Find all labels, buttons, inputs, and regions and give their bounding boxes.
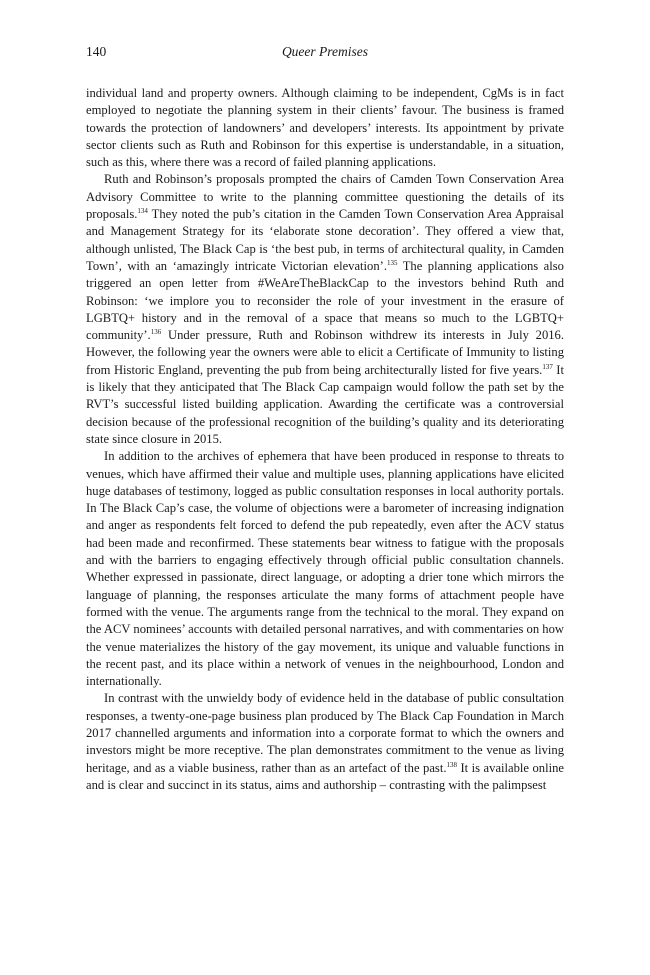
paragraph bbox=[86, 85, 564, 171]
paragraph bbox=[86, 171, 564, 448]
paragraph-text: The planning applications also triggered an open letter from #WeAreTheBlackCap to the investors behind Ruth and Robinson: ‘we implore you to reconsider the role of your investment in the erasure of LGBTQ+ history and in the removal of a space that means so much to the LGBTQ+ community’. bbox=[86, 258, 564, 343]
footnote-marker: 136 bbox=[150, 328, 162, 337]
paragraph-text: They noted the pub’s citation in the Camden Town Conservation Area Appraisal and Management Strategy for its ‘elaborate stone decoration’. They offered a view that, although unlisted, The Black Cap is ‘the best pub, in terms of architectural quality, in Camden Town’, with an ‘amazingly intricate Victorian elevation’. bbox=[86, 207, 564, 273]
running-title: Queer Premises bbox=[281, 44, 369, 59]
footnote-marker: 137 bbox=[542, 362, 553, 371]
page-number: 140 bbox=[86, 44, 107, 59]
paragraph-text: In addition to the archives of ephemera that have been produced in response to threats to venues, which have affirmed their value and multiple uses, planning applications have elicited huge databases of testimony, logged as public consultation responses in local authority portals. In The Black Cap’s case, the volume of objections were a barometer of increasing indignation and anger as respondents felt forced to defend the pub repeatedly, even after the ACV status had been made and reconfirmed. These statements bear witness to fatigue with the proposals and with the barriers to engaging effectively through official public consultation channels. Whether expressed in passionate, direct language, or adopting a drier tone which mirrors the language of planning, the responses articulate the many forms of attachment people have formed with the venue. The arguments range from the technical to the moral. They expand on the ACV nominees’ accounts with detailed personal narratives, and with commentaries on how the venue materializes the history of the gay movement, its unique and valuable functions in the recent past, and its place within a network of venues in the neighbourhood, London and internationally. bbox=[86, 449, 564, 689]
body-text bbox=[86, 85, 564, 794]
paragraph-text: Under pressure, Ruth and Robinson withdrew its interests in July 2016. However, the following year the owners were able to elicit a Certificate of Immunity to listing from Historic England, preventing the pub from being architecturally listed for five years. bbox=[86, 328, 564, 377]
paragraph-text: Ruth and Robinson’s proposals prompted the chairs of Camden Town Conservation Area Advisory Committee to write to the planning committee questioning the details of its proposals. bbox=[86, 172, 564, 222]
footnote-marker: 135 bbox=[386, 258, 398, 267]
paragraph-text: In contrast with the unwieldy body of evidence held in the database of public consultation responses, a twenty-one-page business plan produced by The Black Cap Foundation in March 2017 channelled arguments and information into a corporate format to which the owners and investors might be more receptive. The plan demonstrates commitment to the venue as living heritage, and as a viable business, rather than as an artefact of the past. bbox=[86, 691, 564, 775]
footnote-marker: 138 bbox=[446, 760, 457, 769]
paragraph-text: It is available online and is clear and succinct in its status, aims and authorship – contrasting with the palimpsest bbox=[86, 760, 564, 792]
paragraph-text: It is likely that they anticipated that The Black Cap campaign would follow the path set by the RVT’s successful listed building application. Awarding the certificate was a controversial decision because of the professional recognition of the building’s quality and its deteriorating state since closure in 2015. bbox=[86, 362, 564, 446]
footnote-marker: 134 bbox=[137, 207, 148, 216]
paragraph-text: individual land and property owners. Although claiming to be independent, CgMs is in fact employed to negotiate the planning system in their clients’ favour. The business is framed towards the protection of landowners’ and developers’ interests. Its appointment by private sector clients such as Ruth and Robinson for this expertise is understandable, in a situation, such as this, where there was a record of failed planning applications. bbox=[86, 86, 564, 170]
running-header bbox=[86, 44, 564, 64]
paragraph bbox=[86, 690, 564, 794]
paragraph bbox=[86, 448, 564, 690]
